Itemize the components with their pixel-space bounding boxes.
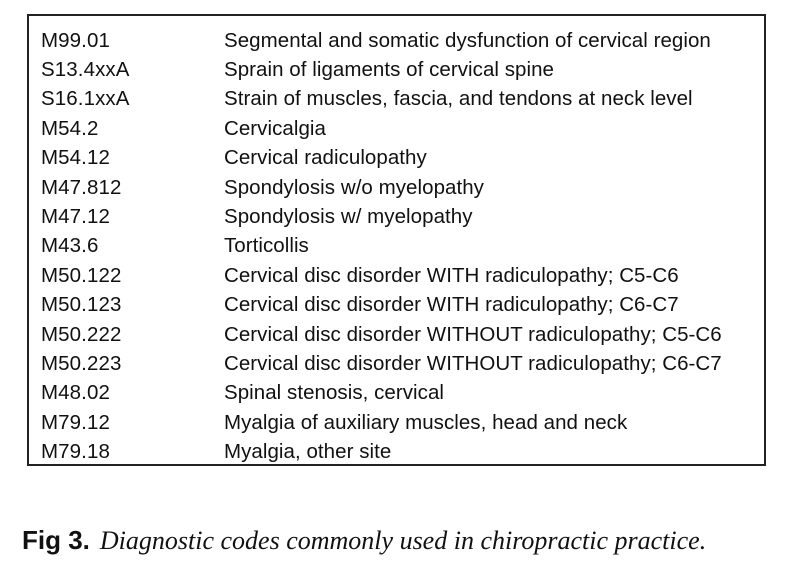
description-cell: Torticollis — [224, 234, 309, 258]
code-cell: S16.1xxA — [41, 87, 130, 111]
description-cell: Myalgia of auxiliary muscles, head and neck — [224, 410, 628, 434]
code-cell: M48.02 — [41, 381, 110, 405]
table-row — [29, 144, 764, 173]
description-cell: Cervical disc disorder WITH radiculopathy; C5-C6 — [224, 263, 679, 287]
table-row — [29, 320, 764, 349]
description-cell: Cervicalgia — [224, 116, 326, 140]
code-cell: M99.01 — [41, 28, 110, 52]
code-cell: M50.223 — [41, 351, 122, 375]
table-row — [29, 55, 764, 84]
table-row — [29, 85, 764, 114]
code-cell: M47.812 — [41, 175, 122, 199]
description-cell: Strain of muscles, fascia, and tendons at neck level — [224, 87, 693, 111]
description-cell: Cervical radiculopathy — [224, 146, 427, 170]
table-row — [29, 379, 764, 408]
table-row — [29, 291, 764, 320]
description-cell: Segmental and somatic dysfunction of cervical region — [224, 28, 711, 52]
code-cell: S13.4xxA — [41, 58, 130, 82]
description-cell: Spinal stenosis, cervical — [224, 381, 445, 405]
code-cell: M79.18 — [41, 440, 110, 464]
description-cell: Cervical disc disorder WITHOUT radiculopathy; C6-C7 — [224, 351, 722, 375]
description-cell: Spondylosis w/ myelopathy — [224, 205, 473, 229]
code-cell: M43.6 — [41, 234, 99, 258]
diagnostic-codes-table — [27, 14, 766, 466]
table-row — [29, 261, 764, 290]
caption-text: Diagnostic codes commonly used in chiropractic practice. — [99, 526, 707, 555]
code-cell: M47.12 — [41, 205, 110, 229]
table-row — [29, 114, 764, 143]
table-row — [29, 437, 764, 466]
table-row — [29, 173, 764, 202]
table-row — [29, 202, 764, 231]
table-row — [29, 26, 764, 55]
description-cell: Myalgia, other site — [224, 440, 392, 464]
code-cell: M50.222 — [41, 322, 122, 346]
description-cell: Cervical disc disorder WITH radiculopathy; C6-C7 — [224, 293, 679, 317]
description-cell: Spondylosis w/o myelopathy — [224, 175, 484, 199]
code-cell: M54.12 — [41, 146, 110, 170]
code-cell: M50.122 — [41, 263, 122, 287]
description-cell: Cervical disc disorder WITHOUT radiculopathy; C5-C6 — [224, 322, 722, 346]
figure-caption — [22, 525, 706, 556]
code-cell: M79.12 — [41, 410, 110, 434]
table-row — [29, 408, 764, 437]
caption-label: Fig 3. — [22, 525, 90, 555]
table-row — [29, 349, 764, 378]
description-cell: Sprain of ligaments of cervical spine — [224, 58, 555, 82]
table-row — [29, 232, 764, 261]
code-cell: M50.123 — [41, 293, 122, 317]
code-cell: M54.2 — [41, 116, 99, 140]
